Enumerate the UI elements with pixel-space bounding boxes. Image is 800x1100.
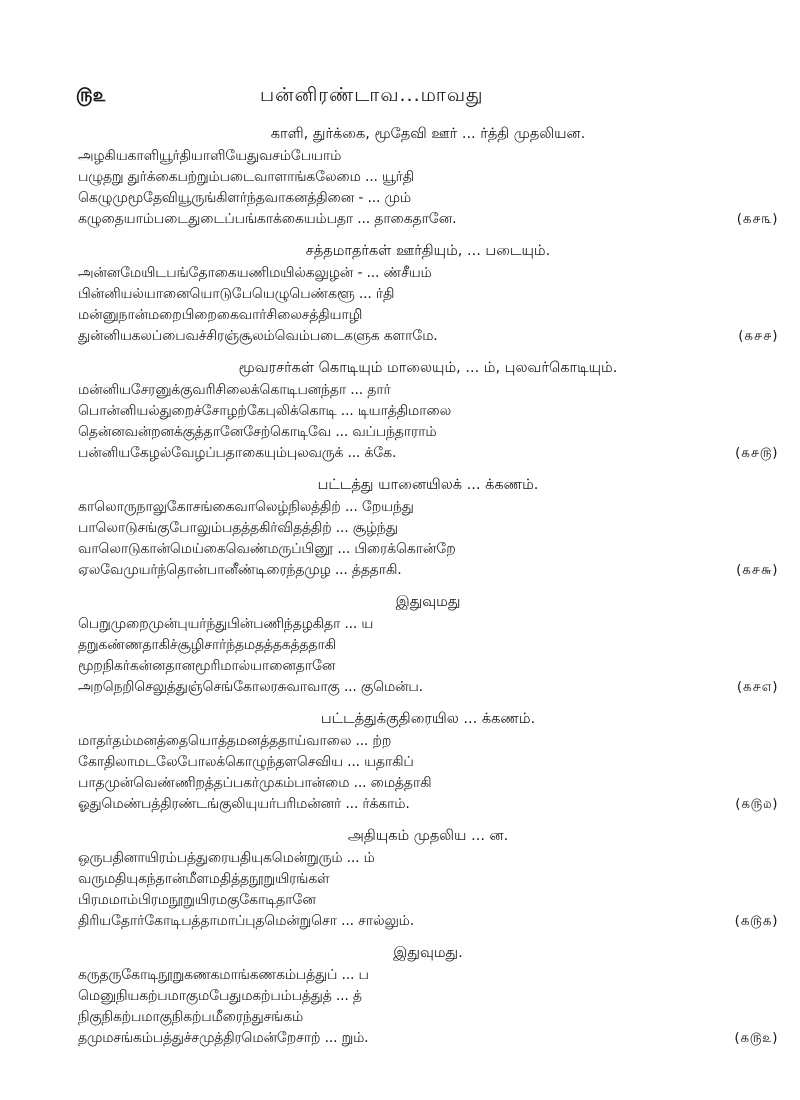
verse-line bbox=[78, 497, 738, 518]
verse-line bbox=[78, 635, 738, 656]
verse-number: (௧௪௭) bbox=[736, 679, 778, 695]
verse-line bbox=[78, 614, 738, 635]
verse-text: திரியதோர்கோடிபத்தாமாப்புதமென்றுசொ ... சால்லும். bbox=[78, 913, 414, 929]
verse-line bbox=[78, 305, 738, 326]
verse-text: மன்னியசேரனுக்குவரிசிலைக்கொடிபனந்தா ... தார் bbox=[78, 382, 391, 398]
verse-line bbox=[78, 911, 778, 932]
section-heading: பட்டத்துக்குதிரையில ... க்கணம். bbox=[320, 711, 536, 727]
verse-line bbox=[78, 677, 778, 698]
page-header bbox=[0, 84, 800, 114]
section-gap bbox=[78, 932, 738, 941]
section-gap bbox=[78, 698, 738, 707]
verse-text: அறநெறிசெலுத்துஞ்செங்கோலரசுவாவாகு ... குமென்ப. bbox=[78, 679, 423, 695]
verse-line bbox=[78, 401, 738, 422]
verse-line bbox=[78, 380, 738, 401]
section-heading: காளி, துர்க்கை, மூதேவி ஊர் ... ர்த்தி முதலியன. bbox=[270, 126, 586, 142]
verse-text: பின்னியல்யானையொடுபேயெழுபெண்களூ ... ர்தி bbox=[78, 286, 395, 302]
verse-line bbox=[78, 848, 738, 869]
verse-line bbox=[78, 188, 738, 209]
verse-text: கோதிலாமடலேபோலக்கொழுந்தளசெவிய ... யதாகிப் bbox=[78, 754, 414, 770]
verse-text: மாதர்தம்மனத்தையொத்தமனத்ததாய்வாலை ... ற்ற bbox=[78, 733, 392, 749]
verse-line bbox=[78, 539, 738, 560]
verse-line bbox=[78, 284, 738, 305]
verse-number: (௧௪௩) bbox=[736, 211, 778, 227]
verse-line bbox=[78, 560, 778, 581]
verse-number: (௧௪௫) bbox=[735, 445, 778, 461]
verse-body bbox=[78, 122, 778, 1058]
section-gap bbox=[78, 815, 738, 824]
section-heading: பட்டத்து யானையிலக் ... க்கணம். bbox=[317, 477, 539, 493]
verse-text: வருமதியுகந்தான்மீளமதித்தநூறுயிரங்கள் bbox=[78, 871, 330, 887]
verse-text: கழுதையாம்படைதுடைப்பங்காக்கையம்பதா ... தாகைதானே. bbox=[78, 211, 457, 227]
verse-line bbox=[78, 731, 738, 752]
section-heading: சத்தமாதர்கள் ஊர்தியும், ... படையும். bbox=[305, 243, 551, 259]
verse-text: ஒருபதினாயிரம்பத்துரையதியுகமென்றுரும் ... ம் bbox=[78, 850, 375, 866]
verse-text: பிரமமாம்பிரமநூறுயிரமகுகோடிதானே bbox=[78, 892, 316, 908]
verse-text: நிகுநிகற்பமாகுநிகற்பமீரைந்துசங்கம் bbox=[78, 1009, 304, 1025]
verse-text: பழுதறு துர்க்கைபற்றும்படைவாளாங்கலேமை ... யூர்தி bbox=[78, 169, 415, 185]
section-gap bbox=[78, 347, 738, 356]
verse-text: தமுமசங்கம்பத்துச்சமுத்திரமென்றேசாற் ... றும். bbox=[78, 1030, 369, 1046]
section-heading: அதியுகம் முதலிய ... ன. bbox=[347, 828, 509, 844]
verse-number: (௧௫௰) bbox=[735, 796, 778, 812]
verse-line bbox=[78, 1028, 778, 1049]
verse-text: பாதமுன்வெண்ணிறத்தப்பகர்முகம்பான்மை ... மைத்தாகி bbox=[78, 775, 432, 791]
section-gap bbox=[78, 1049, 738, 1058]
verse-number: (௧௪௬) bbox=[736, 562, 778, 578]
running-head: பன்னிரண்டாவ...மாவது bbox=[260, 84, 484, 106]
verse-number: (௧௪௪) bbox=[738, 328, 778, 344]
verse-text: ஏலவேமுயர்ந்தொன்பானீண்டிரைந்தமுழ ... த்ததாகி. bbox=[78, 562, 402, 578]
verse-text: காலொருநாலுகோசங்கைவாலெழ்நிலத்திற் ... றேயந்து bbox=[78, 499, 414, 515]
verse-line bbox=[78, 518, 738, 539]
verse-text: மெனுநியகற்பமாகுமபேதுமகற்பம்பத்துத் ... த் bbox=[78, 988, 362, 1004]
verse-text: பாலொடுசங்குபோலும்பதத்தகிர்விதத்திற் ... சூழ்ந்து bbox=[78, 520, 398, 536]
verse-text: அன்னமேயிடபங்தோகையணிமயில்கலுழன் - ... ண்சீயம் bbox=[78, 265, 432, 281]
verse-text: அழகியகாளியூர்தியாளியேதுவசம்பேயாம் bbox=[78, 148, 342, 164]
verse-text: பொன்னியல்துறைச்சோழற்கேபுலிக்கொடி ... டியாத்திமாலை bbox=[78, 403, 452, 419]
verse-line bbox=[78, 326, 778, 347]
verse-line bbox=[78, 146, 738, 167]
verse-text: துன்னியகலப்பைவச்சிரஞ்சூலம்வெம்படைகளுக களாமே. bbox=[78, 328, 438, 344]
verse-line bbox=[78, 890, 738, 911]
verse-number: (௧௫௧) bbox=[734, 913, 778, 929]
verse-number: (௧௫௨) bbox=[734, 1030, 778, 1046]
section-gap bbox=[78, 581, 738, 590]
verse-text: மன்னுநான்மறைபிறைகைவார்சிலைசத்தியாழி bbox=[78, 307, 363, 323]
verse-text: பெறுமுறைமுன்புயர்ந்துபின்பணிந்தழகிதா ... ய bbox=[78, 616, 374, 632]
verse-line bbox=[78, 443, 778, 464]
verse-line bbox=[78, 794, 778, 815]
verse-line bbox=[78, 773, 738, 794]
verse-line bbox=[78, 965, 738, 986]
verse-line bbox=[78, 167, 738, 188]
verse-line bbox=[78, 869, 738, 890]
section-heading: மூவரசர்கள் கொடியும் மாலையும், ... ம், புலவர்கொடியும். bbox=[238, 360, 618, 376]
verse-line bbox=[78, 422, 738, 443]
verse-text: தென்னவன்றனக்குத்தானேசேற்கொடிவே ... வப்பந்தாராம் bbox=[78, 424, 437, 440]
verse-line bbox=[78, 656, 738, 677]
verse-text: கெழுமுமூதேவியூருங்கிளர்ந்தவாகனத்தினை - ... மும் bbox=[78, 190, 411, 206]
verse-line bbox=[78, 752, 738, 773]
verse-line bbox=[78, 986, 738, 1007]
verse-text: வாலொடுகான்மெய்கைவெண்மருப்பினூ ... பிரைக்கொன்றே bbox=[78, 541, 456, 557]
verse-text: தறுகண்ணதாகிச்சூழிசார்ந்தமதத்தகத்ததாகி bbox=[78, 637, 336, 653]
verse-line bbox=[78, 209, 778, 230]
verse-text: மூறநிகர்கன்னதானமூரிமால்யானைதானே bbox=[78, 658, 336, 674]
verse-text: கருதருகோடிநூறுகணகமாங்கணகம்பத்துப் ... ப bbox=[78, 967, 369, 983]
verse-line bbox=[78, 263, 738, 284]
verse-text: ஓதுமெண்பத்திரண்டங்குலியுயர்பரிமன்னர் ... ர்க்காம். bbox=[78, 796, 410, 812]
section-gap bbox=[78, 464, 738, 473]
section-heading: இதுவுமது. bbox=[393, 945, 463, 961]
verse-text: பன்னியகேழல்வேழப்பதாகையும்புலவருக் ... க்கே. bbox=[78, 445, 397, 461]
section-heading: இதுவுமது bbox=[395, 594, 461, 610]
page-number: ௫௨ bbox=[76, 84, 107, 106]
section-gap bbox=[78, 230, 738, 239]
verse-line bbox=[78, 1007, 738, 1028]
